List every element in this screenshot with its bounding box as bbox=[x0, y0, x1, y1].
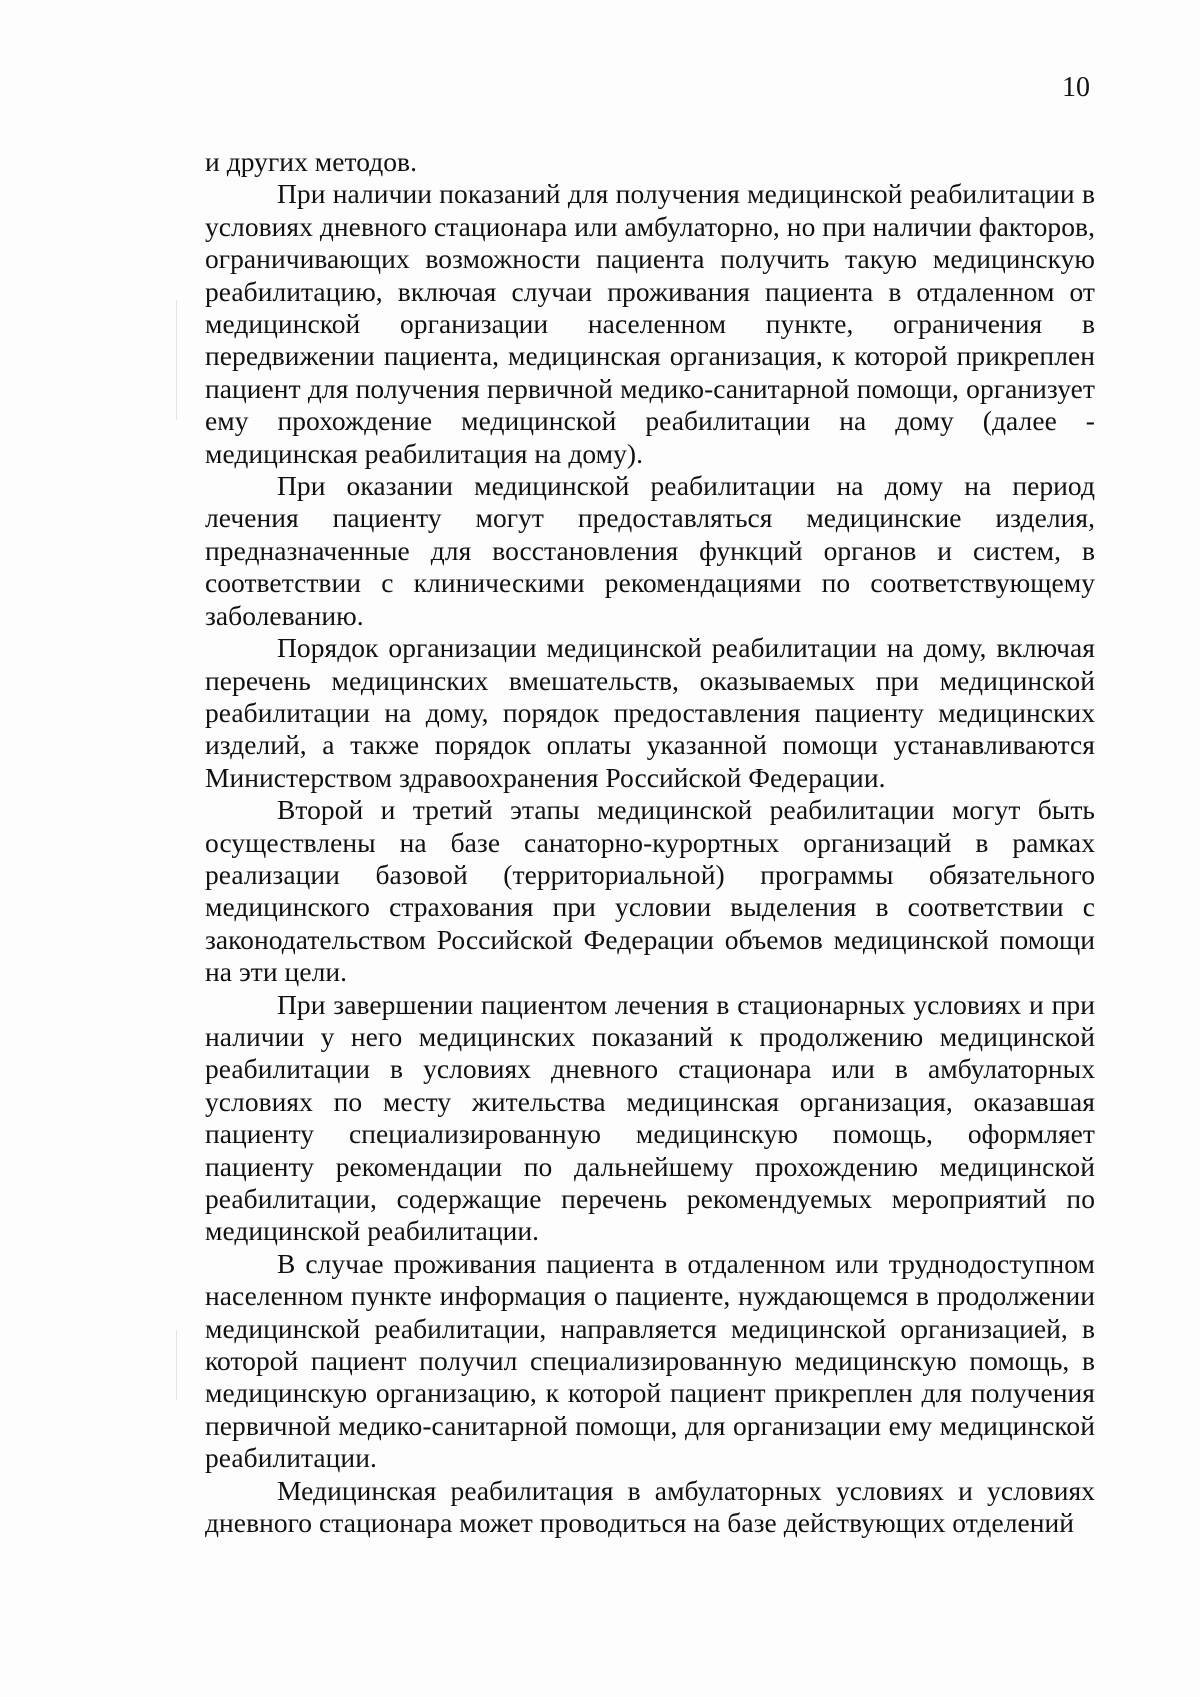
paragraph: Медицинская реабилитация в амбулаторных условиях и условиях дневного стационара может проводиться на базе действующих отделений bbox=[205, 1474, 1095, 1539]
scan-artifact bbox=[176, 300, 177, 420]
page-number: 10 bbox=[1062, 72, 1090, 103]
paragraph: При завершении пациентом лечения в стационарных условиях и при наличии у него медицинских показаний к продолжению медицинской реабилитации в условиях дневного стационара или в амбулаторных условиях по месту жительства медицинская организация, оказавшая пациенту специализированную медицинскую помощь, оформляет пациенту рекомендации по дальнейшему прохождению медицинской реабилитации, содержащие перечень рекомендуемых мероприятий по медицинской реабилитации. bbox=[205, 988, 1095, 1247]
paragraph: При наличии показаний для получения медицинской реабилитации в условиях дневного стационара или амбулаторно, но при наличии факторов, ограничивающих возможности пациента получить такую медицинскую реабилитацию, включая случаи проживания пациента в отдаленном от медицинской организации населенном пункте, ограничения в передвижении пациента, медицинская организация, к которой прикреплен пациент для получения первичной медико-санитарной помощи, организует ему прохождение медицинской реабилитации на дому (далее - медицинская реабилитация на дому). bbox=[205, 178, 1095, 469]
document-body bbox=[205, 146, 1095, 1539]
paragraph: В случае проживания пациента в отдаленном или труднодоступном населенном пункте информация о пациенте, нуждающемся в продолжении медицинской реабилитации, направляется медицинской организацией, в которой пациент получил специализированную медицинскую помощь, в медицинскую организацию, к которой пациент прикреплен для получения первичной медико-санитарной помощи, для организации ему медицинской реабилитации. bbox=[205, 1247, 1095, 1474]
paragraph: и других методов. bbox=[205, 146, 418, 177]
paragraph: Второй и третий этапы медицинской реабилитации могут быть осуществлены на базе санаторно-курортных организаций в рамках реализации базовой (территориальной) программы обязательного медицинского страхования при условии выделения в соответствии с законодательством Российской Федерации объемов медицинской помощи на эти цели. bbox=[205, 794, 1095, 988]
scan-artifact bbox=[176, 1330, 177, 1400]
paragraph: При оказании медицинской реабилитации на дому на период лечения пациенту могут предоставляться медицинские изделия, предназначенные для восстановления функций органов и систем, в соответствии с клиническими рекомендациями по соответствующему заболеванию. bbox=[205, 470, 1095, 631]
paragraph: Порядок организации медицинской реабилитации на дому, включая перечень медицинских вмешательств, оказываемых при медицинской реабилитации на дому, порядок предоставления пациенту медицинских изделий, а также порядок оплаты указанной помощи устанавливаются Министерством здравоохранения Российской Федерации. bbox=[205, 632, 1095, 793]
